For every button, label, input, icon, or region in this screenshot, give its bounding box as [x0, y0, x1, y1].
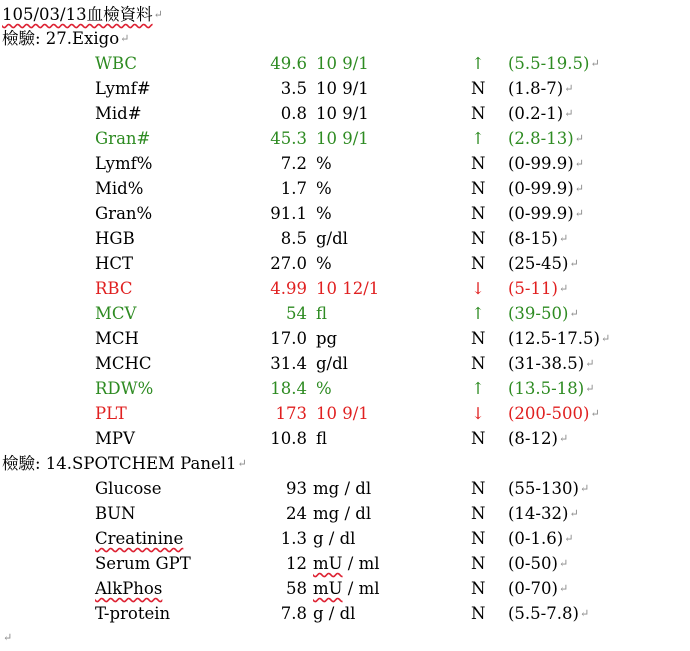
test-value: 49.6 — [270, 54, 307, 73]
result-row — [0, 78, 690, 100]
flag-indicator: N — [471, 604, 486, 623]
test-value: 3.5 — [280, 79, 307, 98]
result-row — [0, 428, 690, 450]
test-value: 91.1 — [270, 204, 307, 223]
document-title — [2, 4, 163, 26]
test-value: 54 — [286, 304, 307, 323]
test-value: 1.3 — [280, 529, 307, 548]
test-unit: g/dl — [316, 354, 348, 373]
result-row — [0, 53, 690, 75]
paragraph-mark: ↵ — [564, 532, 574, 545]
result-row — [0, 503, 690, 525]
result-row — [0, 278, 690, 300]
test-unit: % — [316, 379, 332, 398]
result-row — [0, 103, 690, 125]
test-name: Gran% — [95, 204, 153, 223]
test-name: MPV — [95, 429, 135, 448]
flag-indicator: N — [471, 354, 486, 373]
reference-range: (39-50)↵ — [508, 304, 579, 323]
paragraph-mark: ↵ — [569, 507, 579, 520]
paragraph-mark: ↵ — [585, 382, 595, 395]
reference-range: (8-15)↵ — [508, 229, 569, 248]
test-name: Mid% — [95, 179, 144, 198]
flag-indicator: N — [471, 79, 486, 98]
paragraph-mark: ↵ — [558, 432, 569, 445]
test-unit: mg / dl — [313, 479, 372, 498]
result-row — [0, 328, 690, 350]
result-row — [0, 253, 690, 275]
reference-range: (1.8-7)↵ — [508, 79, 574, 98]
test-name: HCT — [95, 254, 134, 273]
test-unit: % — [316, 254, 332, 273]
test-name: BUN — [95, 504, 136, 523]
test-name: RDW% — [95, 379, 154, 398]
paragraph-mark: ↵ — [600, 332, 611, 345]
test-unit: 10 12/1 — [316, 279, 380, 298]
paragraph-mark: ↵ — [564, 82, 574, 95]
reference-range: (0-50)↵ — [508, 554, 569, 573]
test-unit: 10 9/1 — [316, 54, 369, 73]
result-row — [0, 378, 690, 400]
result-row — [0, 528, 690, 550]
test-unit: mU / ml — [313, 579, 380, 598]
test-unit: 10 9/1 — [316, 129, 369, 148]
reference-range: (0-70)↵ — [508, 579, 569, 598]
result-row — [0, 178, 690, 200]
test-value: 7.2 — [280, 154, 307, 173]
test-unit: fl — [316, 304, 328, 323]
section-heading — [2, 453, 247, 475]
test-value: 24 — [286, 504, 307, 523]
test-value: 18.4 — [270, 379, 307, 398]
reference-range: (5.5-19.5)↵ — [508, 54, 600, 73]
result-row — [0, 478, 690, 500]
section-heading-text: 檢驗: 14.SPOTCHEM Panel1 — [2, 454, 237, 473]
test-unit: fl — [316, 429, 328, 448]
reference-range: (0-1.6)↵ — [508, 529, 574, 548]
test-value: 4.99 — [270, 279, 307, 298]
reference-range: (200-500)↵ — [508, 404, 600, 423]
test-unit: mU / ml — [313, 554, 380, 573]
test-unit: 10 9/1 — [316, 79, 369, 98]
result-row — [0, 578, 690, 600]
test-unit: mg / dl — [313, 504, 372, 523]
result-row — [0, 603, 690, 625]
test-name: WBC — [95, 54, 138, 73]
test-value: 17.0 — [270, 329, 307, 348]
test-name: T-protein — [95, 604, 171, 623]
flag-indicator: N — [471, 504, 486, 523]
result-row — [0, 553, 690, 575]
result-row — [0, 353, 690, 375]
test-value: 7.8 — [280, 604, 307, 623]
test-value: 93 — [286, 479, 307, 498]
test-unit: g / dl — [313, 604, 356, 623]
test-unit: % — [316, 154, 332, 173]
paragraph-mark: ↵ — [237, 457, 247, 470]
flag-indicator: ↑ — [471, 54, 485, 73]
flag-indicator: N — [471, 254, 486, 273]
test-value: 12 — [286, 554, 307, 573]
paragraph-mark: ↵ — [120, 32, 130, 45]
test-value: 27.0 — [270, 254, 307, 273]
paragraph-mark: ↵ — [590, 407, 600, 420]
test-value: 31.4 — [270, 354, 307, 373]
paragraph-mark: ↵ — [153, 8, 163, 21]
flag-indicator: ↑ — [471, 129, 485, 148]
flag-indicator: N — [471, 229, 486, 248]
paragraph-mark: ↵ — [590, 57, 600, 70]
test-unit: g / dl — [313, 529, 356, 548]
test-value: 10.8 — [270, 429, 307, 448]
paragraph-mark: ↵ — [558, 557, 569, 570]
paragraph-mark: ↵ — [574, 132, 584, 145]
result-row — [0, 153, 690, 175]
reference-range: (55-130)↵ — [508, 479, 590, 498]
result-row — [0, 128, 690, 150]
reference-range: (0-99.9)↵ — [508, 179, 584, 198]
reference-range: (8-12)↵ — [508, 429, 569, 448]
reference-range: (0.2-1)↵ — [508, 104, 574, 123]
flag-indicator: N — [471, 429, 486, 448]
flag-indicator: ↑ — [471, 304, 485, 323]
paragraph-mark: ↵ — [3, 631, 13, 644]
test-name: Gran# — [95, 129, 151, 148]
flag-indicator: ↓ — [471, 404, 485, 423]
reference-range: (25-45)↵ — [508, 254, 579, 273]
test-name: RBC — [95, 279, 133, 298]
test-name: AlkPhos — [95, 579, 163, 598]
test-name: MCV — [95, 304, 137, 323]
flag-indicator: N — [471, 579, 486, 598]
paragraph-mark: ↵ — [558, 232, 569, 245]
test-value: 45.3 — [270, 129, 307, 148]
test-name: MCH — [95, 329, 139, 348]
test-name: PLT — [95, 404, 127, 423]
paragraph-mark: ↵ — [579, 607, 590, 620]
flag-indicator: N — [471, 104, 486, 123]
test-name: Lymf% — [95, 154, 153, 173]
test-value: 0.8 — [280, 104, 307, 123]
paragraph-mark: ↵ — [558, 582, 569, 595]
test-value: 1.7 — [280, 179, 307, 198]
reference-range: (0-99.9)↵ — [508, 204, 584, 223]
test-unit: % — [316, 179, 332, 198]
flag-indicator: ↓ — [471, 279, 485, 298]
result-row — [0, 228, 690, 250]
flag-indicator: N — [471, 479, 486, 498]
flag-indicator: N — [471, 179, 486, 198]
test-name: Serum GPT — [95, 554, 191, 573]
test-name: Creatinine — [95, 529, 184, 548]
result-row — [0, 403, 690, 425]
reference-range: (2.8-13)↵ — [508, 129, 584, 148]
paragraph-mark: ↵ — [564, 107, 574, 120]
test-value: 8.5 — [280, 229, 307, 248]
test-value: 173 — [275, 404, 307, 423]
test-name: Glucose — [95, 479, 162, 498]
test-name: MCHC — [95, 354, 152, 373]
result-row — [0, 303, 690, 325]
test-unit: 10 9/1 — [316, 104, 369, 123]
reference-range: (0-99.9)↵ — [508, 154, 584, 173]
flag-indicator: N — [471, 529, 486, 548]
reference-range: (5.5-7.8)↵ — [508, 604, 590, 623]
paragraph-mark: ↵ — [585, 357, 595, 370]
paragraph-mark: ↵ — [574, 157, 584, 170]
section-heading-text: 檢驗: 27.Exigo — [2, 29, 120, 48]
flag-indicator: N — [471, 329, 486, 348]
flag-indicator: ↑ — [471, 379, 485, 398]
flag-indicator: N — [471, 154, 486, 173]
paragraph-mark: ↵ — [574, 207, 584, 220]
paragraph-mark: ↵ — [558, 282, 569, 295]
paragraph-mark: ↵ — [579, 482, 590, 495]
test-name: HGB — [95, 229, 135, 248]
flag-indicator: N — [471, 204, 486, 223]
reference-range: (31-38.5)↵ — [508, 354, 595, 373]
reference-range: (12.5-17.5)↵ — [508, 329, 611, 348]
test-name: Mid# — [95, 104, 142, 123]
test-unit: pg — [316, 329, 338, 348]
test-unit: g/dl — [316, 229, 348, 248]
paragraph-mark: ↵ — [574, 182, 584, 195]
result-row — [0, 203, 690, 225]
test-unit: % — [316, 204, 332, 223]
test-value: 58 — [286, 579, 307, 598]
section-heading — [2, 28, 129, 50]
title-text: 105/03/13血檢資料 — [2, 5, 153, 24]
test-unit: 10 9/1 — [316, 404, 369, 423]
flag-indicator: N — [471, 554, 486, 573]
reference-range: (5-11)↵ — [508, 279, 569, 298]
test-name: Lymf# — [95, 79, 151, 98]
reference-range: (14-32)↵ — [508, 504, 579, 523]
reference-range: (13.5-18)↵ — [508, 379, 595, 398]
paragraph-mark: ↵ — [569, 257, 579, 270]
end-paragraph-mark — [2, 627, 12, 649]
paragraph-mark: ↵ — [569, 307, 579, 320]
